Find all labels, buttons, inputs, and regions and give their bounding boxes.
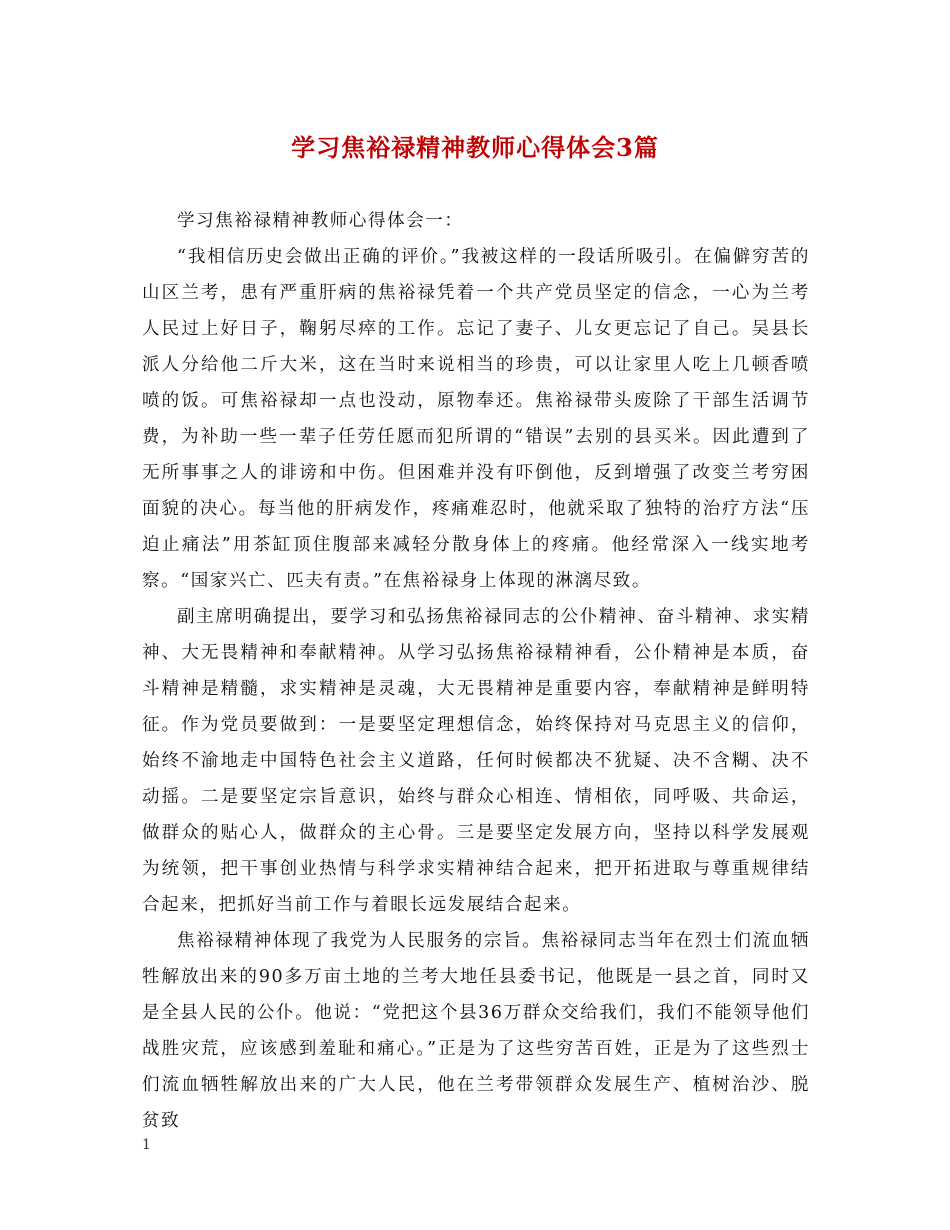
body-paragraph: “我相信历史会做出正确的评价。”我被这样的一段话所吸引。在偏僻穷苦的山区兰考，患有严重肝病的焦裕禄凭着一个共产党员坚定的信念，一心为兰考人民过上好日子，鞠躬尽瘁的工作。忘记了妻子、儿女更忘记了自己。吴县长派人分给他二斤大米，这在当时来说相当的珍贵，可以让家里人吃上几顿香喷喷的饭。可焦裕禄却一点也没动，原物奉还。焦裕禄带头废除了干部生活调节费，为补助一些一辈子任劳任愿而犯所谓的“错误”去别的县买米。因此遭到了无所事事之人的诽谤和中伤。但困难并没有吓倒他，反到增强了改变兰考穷困面貌的决心。每当他的肝病发作，疼痛难忍时，他就采取了独特的治疗方法“压迫止痛法”用茶缸顶住腹部来减轻分散身体上的疼痛。他经常深入一线实地考察。“国家兴亡、匹夫有责。”在焦裕禄身上体现的淋漓尽致。	[142, 247, 810, 591]
section-heading: 学习焦裕禄精神教师心得体会一：	[177, 211, 464, 231]
page-number: 1	[142, 1137, 151, 1153]
document-title: 学习焦裕禄精神教师心得体会3篇	[291, 133, 659, 162]
body-paragraph: 副主席明确提出，要学习和弘扬焦裕禄同志的公仆精神、奋斗精神、求实精神、大无畏精神和奉献精神。从学习弘扬焦裕禄精神看，公仆精神是本质，奋斗精神是精髓，求实精神是灵魂，大无畏精神是重要内容，奉献精神是鲜明特征。作为党员要做到：一是要坚定理想信念，始终保持对马克思主义的信仰，始终不渝地走中国特色社会主义道路，任何时候都决不犹疑、决不含糊、决不动摇。二是要坚定宗旨意识，始终与群众心相连、情相依，同呼吸、共命运，做群众的贴心人，做群众的主心骨。三是要坚定发展方向，坚持以科学发展观为统领，把干事创业热情与科学求实精神结合起来，把开拓进取与尊重规律结合起来，把抓好当前工作与着眼长远发展结合起来。	[142, 607, 810, 915]
body-paragraph: 焦裕禄精神体现了我党为人民服务的宗旨。焦裕禄同志当年在烈士们流血牺牲解放出来的90多万亩土地的兰考大地任县委书记，他既是一县之首，同时又是全县人民的公仆。他说：“党把这个县36万群众交给我们，我们不能领导他们战胜灾荒，应该感到羞耻和痛心。”正是为了这些穷苦百姓，正是为了这些烈士们流血牺牲解放出来的广大人民，他在兰考带领群众发展生产、植树治沙、脱贫致	[142, 931, 810, 1131]
document-body	[142, 203, 810, 1139]
